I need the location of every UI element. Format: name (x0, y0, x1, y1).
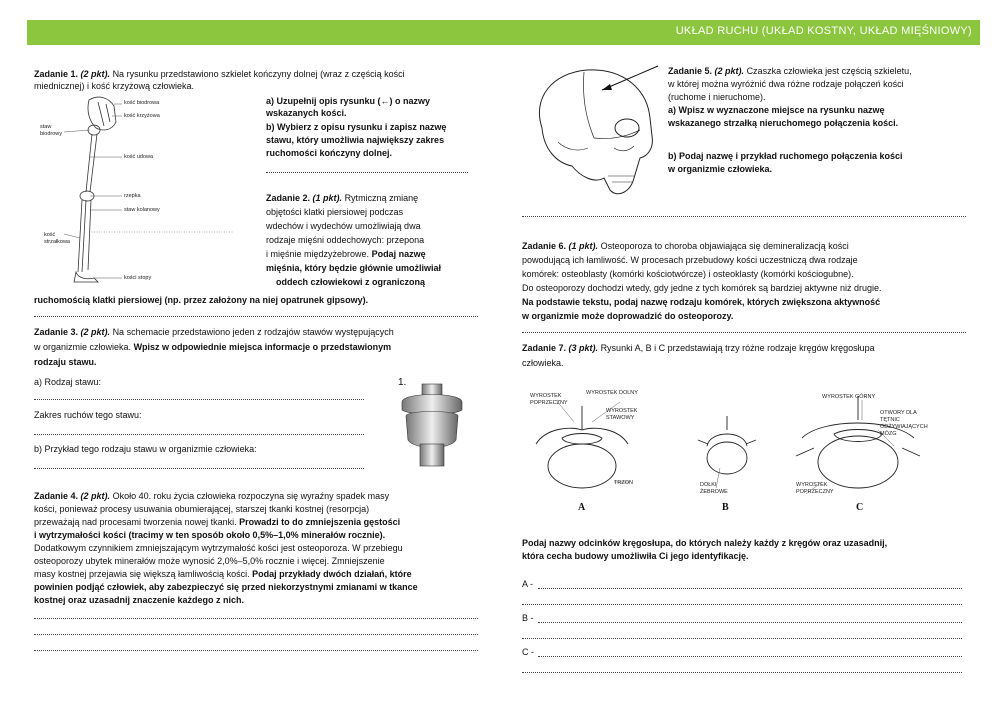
z6-line5: Na podstawie tekstu, podaj nazwę rodzaju komórek, których zwiększona aktywność (522, 297, 881, 307)
z1-line1: Zadanie 1. (2 pkt). Na rysunku przedstawiono szkielet kończyny dolnej (wraz z częścią kości (34, 69, 405, 79)
label-c-odzywiajacych: ODŻYWIAJĄCYCH (880, 424, 928, 430)
label-c-poprzeczny: POPRZECZNY (796, 489, 834, 495)
z4-line9: kostnej oraz uzasadnij znaczenie każdego z nich. (34, 595, 245, 605)
z4-line2: kości, ponieważ procesy usuwania obumierającej, starszej tkanki kostnej (resorpcja) (34, 504, 370, 514)
figure-label-a: A (578, 502, 586, 513)
z7-answer-c-label: C - (522, 647, 534, 657)
z4-line4: i wytrzymałości kości (tracimy w ten sposób około 0,5%–1,0% minerałów rocznie). (34, 530, 386, 540)
label-c-otwory: OTWORY DLA (880, 410, 917, 416)
z4-answer-line-3[interactable] (34, 650, 478, 651)
z1-line2: miednicznej) i kość krzyżową człowieka. (34, 81, 195, 91)
label-c-tetnic: TĘTNIC (880, 417, 900, 423)
label-c-mozg: MÓZG (880, 431, 897, 437)
z1-b1: b) Wybierz z opisu rysunku i zapisz nazwę (266, 122, 447, 132)
z3-answer-line-3[interactable] (34, 468, 364, 469)
z2-line2: objętości klatki piersiowej podczas (266, 207, 404, 217)
label-kosc-udowa: kość udowa (124, 154, 154, 160)
z3-b: b) Przykład tego rodzaju stawu w organizmie człowieka: (34, 444, 257, 454)
z4-line5: Dodatkowym czynnikiem zmniejszającym wytrzymałość kości jest osteoporoza. W przebiegu (34, 543, 403, 553)
label-a-wyrostek-dolny: WYROSTEK DOLNY (586, 390, 638, 396)
z4-line3: przeważają nad procesami tworzenia nowej tkanki. Prowadzi to do zmniejszenia gęstości (34, 517, 401, 527)
label-b-zebrowe: ŻEBROWE (700, 489, 728, 495)
z3-line1: Zadanie 3. (2 pkt). Na schemacie przedstawiono jeden z rodzajów stawów występujących (34, 327, 394, 337)
z4-answer-line-2[interactable] (34, 634, 478, 635)
z2-line8: ruchomością klatki piersiowej (np. przez założony na niej opatrunek gipsowy). (34, 295, 369, 305)
z7-line1: Zadanie 7. (3 pkt). Rysunki A, B i C przedstawiają trzy różne rodzaje kręgów kręgosłupa (522, 343, 875, 353)
z3-line2: w organizmie człowieka. Wpisz w odpowiednie miejsca informacje o przedstawionym (34, 342, 392, 352)
figure-label-c: C (856, 502, 864, 513)
z1-b3: ruchomości kończyny dolnej. (266, 148, 393, 158)
z3-line3: rodzaju stawu. (34, 357, 97, 367)
z4-line8: powinien podjąć człowiek, aby zabezpieczyć się przed niekorzystnymi zmianami w tkance (34, 582, 418, 592)
z2-line7: oddech człowiekowi z ograniczoną (276, 277, 426, 287)
z7-answer-c-line[interactable] (538, 656, 962, 657)
z2-line4: rodzaje mięśni oddechowych: przepona (266, 235, 425, 245)
z6-line1: Zadanie 6. (1 pkt). Osteoporoza to choroba objawiająca się demineralizacją kości (522, 241, 849, 251)
vertebrae-figure (522, 386, 962, 518)
z3-zakres: Zakres ruchów tego stawu: (34, 410, 142, 420)
z1-a1: a) Uzupełnij opis rysunku (←) o nazwy (266, 96, 431, 106)
z2-line3: wdechów i wydechów umożliwiają dwa (266, 221, 421, 231)
figure-label-b: B (722, 502, 729, 513)
z5-answer-line[interactable] (522, 216, 966, 217)
z7-answer-a-line-2[interactable] (522, 604, 962, 605)
label-a-wyrostek: WYROSTEK (530, 393, 562, 399)
label-kosc-biodrowa: kość biodrowa (124, 100, 160, 106)
z7-line2: człowieka. (522, 358, 564, 368)
z7-answer-c-line-2[interactable] (522, 672, 962, 673)
label-c-wyrostek-gorny: WYROSTEK GÓRNY (822, 394, 876, 400)
joint-figure (392, 380, 472, 472)
label-c-wyrostek: WYROSTEK (796, 482, 828, 488)
z4-line7: masy kostnej przejawia się większą łamliwością kości. Podaj przykłady dwóch działań, które (34, 569, 412, 579)
header-banner (27, 20, 980, 45)
z1-answer-line[interactable] (266, 172, 468, 173)
z3-a: a) Rodzaj stawu: (34, 377, 102, 387)
label-a-stawowy: STAWOWY (606, 415, 635, 421)
label-kosci-stopy: kości stopy (124, 275, 152, 281)
z6-line2: powodującą ich łamliwość. W procesach przebudowy kości uczestniczą dwa rodzaje (522, 255, 858, 265)
z6-line6: w organizmie może doprowadzić do osteoporozy. (522, 311, 734, 321)
z7-answer-b-line[interactable] (538, 622, 962, 623)
z7-q2: która cecha budowy umożliwiła Ci jego identyfikację. (522, 551, 749, 561)
label-biodrowy: biodrowy (40, 131, 63, 137)
z3-answer-line-2[interactable] (34, 434, 364, 435)
z4-line1: Zadanie 4. (2 pkt). Około 40. roku życia człowieka rozpoczyna się wyraźny spadek masy (34, 491, 390, 501)
label-strzalkowa: strzałkowa (44, 239, 70, 245)
z7-answer-b-label: B - (522, 613, 534, 623)
z6-line4: Do osteoporozy dochodzi wtedy, gdy jedne z tych komórek są bardziej aktywne niż drugie. (522, 283, 882, 293)
label-rzepka: rzepka (124, 193, 141, 199)
z5-line3: (ruchome i nieruchome). (668, 92, 766, 102)
label-a-trzon: TRZON (614, 480, 633, 486)
z5-a1: a) Wpisz w wyznaczone miejsce na rysunku nazwę (668, 105, 885, 115)
skull-figure (522, 58, 662, 208)
leg-skeleton-figure (34, 92, 259, 292)
z2-line6: mięśnia, który będzie głównie umożliwiał (266, 263, 442, 273)
z4-answer-line-1[interactable] (34, 618, 478, 619)
z4-line6: osteoporozy ubytek minerałów może wynosić 2,0%–5,0% rocznie i więcej. Zmniejszenie (34, 556, 385, 566)
z2-line1: Zadanie 2. (1 pkt). Rytmiczną zmianę (266, 193, 419, 203)
label-a-poprzeczny: POPRZECZNY (530, 400, 568, 406)
z6-line3: komórek: osteoblasty (komórki kościotwórcze) i osteoklasty (komórki kościogubne). (522, 269, 854, 279)
label-a-wyrostek2: WYROSTEK (606, 408, 638, 414)
label-staw: staw (40, 124, 52, 130)
z5-a2: wskazanego strzałką nieruchomego połączenia kości. (668, 118, 899, 128)
z7-answer-b-line-2[interactable] (522, 638, 962, 639)
label-kosc-krzyzowa: kość krzyżowa (124, 113, 160, 119)
header-title: UKŁAD RUCHU (UKŁAD KOSTNY, UKŁAD MIĘŚNIOWY) (675, 25, 972, 37)
z1-a2: wskazanych kości. (266, 108, 347, 118)
z3-answer-line-1[interactable] (34, 399, 364, 400)
z5-b1: b) Podaj nazwę i przykład ruchomego połączenia kości (668, 151, 903, 161)
z5-line1: Zadanie 5. (2 pkt). Czaszka człowieka jest częścią szkieletu, (668, 66, 912, 76)
label-kosc: kość (44, 232, 56, 238)
z5-b2: w organizmie człowieka. (668, 164, 773, 174)
label-b-dolki: DOŁKI (700, 482, 717, 488)
z6-answer-line[interactable] (522, 332, 966, 333)
label-staw-kolanowy: staw kolanowy (124, 207, 160, 213)
z2-line5: i mięśnie międzyżebrowe. Podaj nazwę (266, 249, 426, 259)
z7-q1: Podaj nazwy odcinków kręgosłupa, do których należy każdy z kręgów oraz uzasadnij, (522, 538, 888, 548)
joint-number: 1. (398, 377, 407, 388)
z1-b2: stawu, który umożliwia największy zakres (266, 135, 445, 145)
z7-answer-a-line[interactable] (538, 588, 962, 589)
z2-answer-line[interactable] (34, 316, 478, 317)
z5-line2: w której można wyróżnić dwa różne rodzaje połączeń kości (668, 79, 904, 89)
z7-answer-a-label: A - (522, 579, 534, 589)
